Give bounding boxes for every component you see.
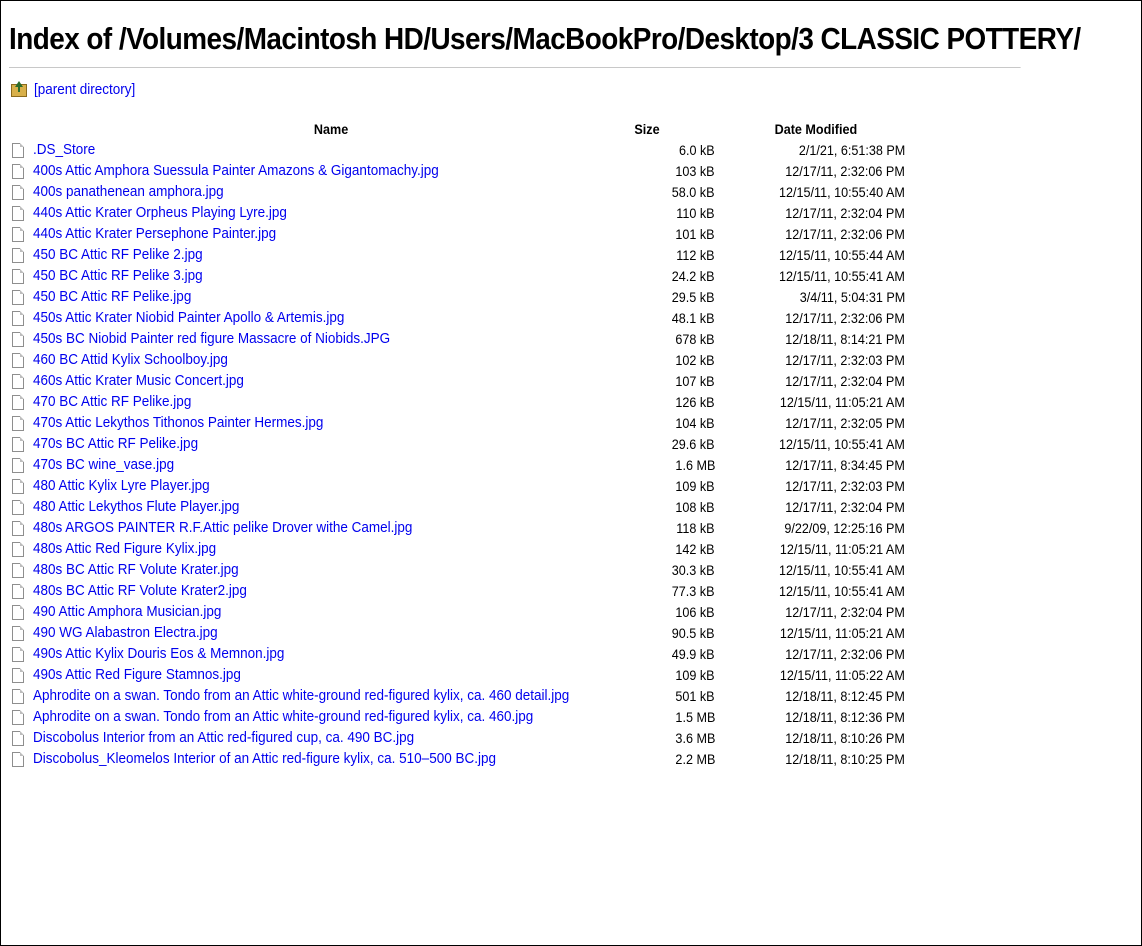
file-date-modified: 12/17/11, 2:32:04 PM: [785, 204, 905, 221]
file-size: 678 kB: [675, 330, 715, 347]
file-icon-cell: [9, 370, 33, 391]
file-date-modified: 12/15/11, 10:55:41 AM: [779, 435, 905, 452]
file-icon: [12, 353, 24, 368]
table-row: [9, 727, 905, 748]
parent-directory-link[interactable]: [parent directory]: [34, 80, 136, 98]
file-size: 142 kB: [675, 540, 715, 557]
file-icon: [12, 710, 24, 725]
file-size: 109 kB: [675, 477, 715, 494]
file-link[interactable]: Discobolus_Kleomelos Interior of an Attic red-figure kylix, ca. 510–500 BC.jpg: [33, 750, 496, 767]
table-row: [9, 685, 905, 706]
file-name-cell: [33, 517, 629, 538]
file-name-cell: [33, 664, 629, 685]
file-name-cell: [33, 349, 629, 370]
file-name-cell: [33, 202, 629, 223]
icon-column-header: [9, 118, 33, 139]
file-date-modified: 12/15/11, 11:05:22 AM: [779, 666, 905, 683]
table-row: [9, 517, 905, 538]
file-icon-cell: [9, 685, 33, 706]
file-icon: [12, 479, 24, 494]
file-icon-cell: [9, 160, 33, 181]
file-icon-cell: [9, 748, 33, 769]
file-icon-cell: [9, 328, 33, 349]
page-title: Index of /Volumes/Macintosh HD/Users/MacBookPro/Desktop/3 CLASSIC POTTERY/: [9, 21, 1021, 68]
file-link[interactable]: 480s ARGOS PAINTER R.F.Attic pelike Drover withe Camel.jpg: [33, 519, 413, 536]
file-link[interactable]: 480s Attic Red Figure Kylix.jpg: [33, 540, 217, 557]
file-icon-cell: [9, 559, 33, 580]
file-size: 112 kB: [676, 246, 715, 263]
file-icon: [12, 227, 24, 242]
file-date-modified: 12/17/11, 8:34:45 PM: [785, 456, 905, 473]
file-link[interactable]: 470s BC Attic RF Pelike.jpg: [33, 435, 199, 452]
file-name-cell: [33, 454, 629, 475]
file-link[interactable]: Aphrodite on a swan. Tondo from an Attic white-ground red-figured kylix, ca. 460 detail.jpg: [33, 687, 570, 704]
file-icon-cell: [9, 454, 33, 475]
file-date-modified: 12/17/11, 2:32:04 PM: [785, 498, 905, 515]
table-row: [9, 139, 905, 160]
file-link[interactable]: 400s Attic Amphora Suessula Painter Amazons & Gigantomachy.jpg: [33, 162, 439, 179]
file-icon: [12, 752, 24, 767]
table-row: [9, 265, 905, 286]
file-icon-cell: [9, 580, 33, 601]
file-icon-cell: [9, 412, 33, 433]
file-name-cell: [33, 601, 629, 622]
table-row: [9, 412, 905, 433]
file-link[interactable]: 490s Attic Red Figure Stamnos.jpg: [33, 666, 241, 683]
file-size: 48.1 kB: [672, 309, 715, 326]
file-date-modified: 12/15/11, 10:55:40 AM: [779, 183, 905, 200]
file-link[interactable]: 470s BC wine_vase.jpg: [33, 456, 175, 473]
table-row: [9, 748, 905, 769]
table-row: [9, 496, 905, 517]
file-icon: [12, 689, 24, 704]
file-date-modified: 12/18/11, 8:10:26 PM: [785, 729, 905, 746]
file-size: 103 kB: [675, 162, 715, 179]
table-row: [9, 601, 905, 622]
file-name-cell: [33, 706, 629, 727]
file-name-cell: [33, 244, 629, 265]
file-name-cell: [33, 328, 629, 349]
file-link[interactable]: 450s BC Niobid Painter red figure Massacre of Niobids.JPG: [33, 330, 391, 347]
file-size: 1.6 MB: [674, 456, 715, 473]
file-list: [9, 139, 905, 769]
file-size: 102 kB: [675, 351, 715, 368]
file-link[interactable]: 470 BC Attic RF Pelike.jpg: [33, 393, 192, 410]
file-date-modified: 12/17/11, 2:32:04 PM: [785, 372, 905, 389]
file-name-cell: [33, 433, 629, 454]
file-date-modified: 12/18/11, 8:12:45 PM: [785, 687, 905, 704]
file-icon: [12, 248, 24, 263]
file-date-modified: 12/17/11, 2:32:05 PM: [785, 414, 905, 431]
file-name-cell: [33, 160, 629, 181]
file-icon-cell: [9, 664, 33, 685]
file-icon-cell: [9, 265, 33, 286]
file-icon-cell: [9, 622, 33, 643]
file-icon: [12, 731, 24, 746]
file-date-modified: 12/17/11, 2:32:04 PM: [785, 603, 905, 620]
table-row: [9, 580, 905, 601]
file-icon: [12, 143, 24, 158]
table-row: [9, 307, 905, 328]
file-icon-cell: [9, 517, 33, 538]
table-row: [9, 328, 905, 349]
file-name-cell: [33, 286, 629, 307]
file-link[interactable]: 460s Attic Krater Music Concert.jpg: [33, 372, 244, 389]
file-link[interactable]: 450s Attic Krater Niobid Painter Apollo & Artemis.jpg: [33, 309, 345, 326]
file-name-cell: [33, 391, 629, 412]
file-icon: [12, 311, 24, 326]
table-row: [9, 286, 905, 307]
date-column-header[interactable]: Date Modified: [774, 120, 858, 137]
file-date-modified: 12/15/11, 10:55:41 AM: [779, 582, 905, 599]
file-date-modified: 12/17/11, 2:32:03 PM: [785, 477, 905, 494]
file-link[interactable]: Discobolus Interior from an Attic red-figured cup, ca. 490 BC.jpg: [33, 729, 415, 746]
file-icon: [12, 269, 24, 284]
file-size: 58.0 kB: [672, 183, 715, 200]
file-link[interactable]: 470s Attic Lekythos Tithonos Painter Hermes.jpg: [33, 414, 324, 431]
file-link[interactable]: 450 BC Attic RF Pelike 3.jpg: [33, 267, 203, 284]
table-header-row: [9, 118, 905, 139]
file-size: 90.5 kB: [672, 624, 715, 641]
table-row: [9, 433, 905, 454]
file-name-cell: [33, 265, 629, 286]
file-icon: [12, 437, 24, 452]
file-icon-cell: [9, 202, 33, 223]
file-date-modified: 12/15/11, 10:55:41 AM: [779, 561, 905, 578]
table-row: [9, 181, 905, 202]
size-column-header[interactable]: Size: [634, 120, 660, 137]
file-size: 3.6 MB: [674, 729, 715, 746]
file-date-modified: 12/18/11, 8:10:25 PM: [785, 750, 905, 767]
table-row: [9, 643, 905, 664]
file-size: 29.6 kB: [672, 435, 715, 452]
file-size: 30.3 kB: [672, 561, 715, 578]
file-size: 29.5 kB: [672, 288, 715, 305]
table-row: [9, 475, 905, 496]
file-icon: [12, 395, 24, 410]
file-icon: [12, 332, 24, 347]
file-size: 106 kB: [675, 603, 715, 620]
file-date-modified: 12/15/11, 11:05:21 AM: [779, 624, 905, 641]
file-icon: [12, 164, 24, 179]
file-date-modified: 12/17/11, 2:32:06 PM: [785, 225, 905, 242]
file-name-cell: [33, 307, 629, 328]
file-icon: [12, 290, 24, 305]
file-icon-cell: [9, 349, 33, 370]
file-size: 101 kB: [675, 225, 715, 242]
file-link[interactable]: 480s BC Attic RF Volute Krater2.jpg: [33, 582, 247, 599]
table-row: [9, 349, 905, 370]
name-column-header[interactable]: Name: [313, 120, 349, 137]
file-name-cell: [33, 370, 629, 391]
file-icon-cell: [9, 601, 33, 622]
file-icon-cell: [9, 391, 33, 412]
file-name-cell: [33, 223, 629, 244]
file-date-modified: 2/1/21, 6:51:38 PM: [798, 141, 905, 158]
file-icon-cell: [9, 706, 33, 727]
file-icon: [12, 647, 24, 662]
file-link[interactable]: 450 BC Attic RF Pelike.jpg: [33, 288, 192, 305]
file-name-cell: [33, 139, 629, 160]
file-date-modified: 9/22/09, 12:25:16 PM: [784, 519, 905, 536]
file-date-modified: 12/17/11, 2:32:06 PM: [785, 162, 905, 179]
file-name-cell: [33, 475, 629, 496]
table-row: [9, 223, 905, 244]
file-size: 110 kB: [676, 204, 715, 221]
file-icon-cell: [9, 538, 33, 559]
file-icon-cell: [9, 244, 33, 265]
file-size: 49.9 kB: [672, 645, 715, 662]
file-icon-cell: [9, 643, 33, 664]
file-size: 108 kB: [675, 498, 715, 515]
file-link[interactable]: 460 BC Attid Kylix Schoolboy.jpg: [33, 351, 228, 368]
file-name-cell: [33, 496, 629, 517]
file-link[interactable]: 480 Attic Lekythos Flute Player.jpg: [33, 498, 240, 515]
file-icon: [12, 458, 24, 473]
table-row: [9, 160, 905, 181]
file-size: 1.5 MB: [674, 708, 715, 725]
file-icon: [12, 626, 24, 641]
file-name-cell: [33, 559, 629, 580]
file-icon-cell: [9, 475, 33, 496]
table-row: [9, 244, 905, 265]
file-name-cell: [33, 412, 629, 433]
file-link[interactable]: 480 Attic Kylix Lyre Player.jpg: [33, 477, 210, 494]
file-link[interactable]: 490 WG Alabastron Electra.jpg: [33, 624, 218, 641]
file-link[interactable]: 480s BC Attic RF Volute Krater.jpg: [33, 561, 239, 578]
file-link[interactable]: 490 Attic Amphora Musician.jpg: [33, 603, 222, 620]
table-row: [9, 370, 905, 391]
file-date-modified: 3/4/11, 5:04:31 PM: [799, 288, 905, 305]
file-icon: [12, 542, 24, 557]
file-name-cell: [33, 685, 629, 706]
file-icon-cell: [9, 727, 33, 748]
file-name-cell: [33, 580, 629, 601]
file-icon: [12, 374, 24, 389]
file-icon: [12, 668, 24, 683]
file-name-cell: [33, 622, 629, 643]
table-row: [9, 559, 905, 580]
table-row: [9, 202, 905, 223]
file-link[interactable]: 440s Attic Krater Persephone Painter.jpg: [33, 225, 277, 242]
file-link[interactable]: .DS_Store: [33, 141, 96, 158]
file-date-modified: 12/15/11, 10:55:44 AM: [779, 246, 905, 263]
file-icon-cell: [9, 223, 33, 244]
file-icon: [12, 185, 24, 200]
file-icon: [12, 563, 24, 578]
file-icon: [12, 416, 24, 431]
file-link[interactable]: 440s Attic Krater Orpheus Playing Lyre.jpg: [33, 204, 287, 221]
file-date-modified: 12/15/11, 10:55:41 AM: [779, 267, 905, 284]
file-date-modified: 12/15/11, 11:05:21 AM: [779, 393, 905, 410]
file-icon: [12, 584, 24, 599]
file-icon: [12, 500, 24, 515]
file-date-modified: 12/18/11, 8:12:36 PM: [785, 708, 905, 725]
file-size: 107 kB: [675, 372, 715, 389]
file-name-cell: [33, 727, 629, 748]
file-link[interactable]: 400s panathenean amphora.jpg: [33, 183, 224, 200]
table-row: [9, 391, 905, 412]
page: [1, 21, 1141, 769]
file-link[interactable]: Aphrodite on a swan. Tondo from an Attic white-ground red-figured kylix, ca. 460.jpg: [33, 708, 534, 725]
file-icon: [12, 206, 24, 221]
table-row: [9, 538, 905, 559]
table-row: [9, 622, 905, 643]
file-date-modified: 12/18/11, 8:14:21 PM: [785, 330, 905, 347]
file-icon-cell: [9, 139, 33, 160]
file-date-modified: 12/15/11, 11:05:21 AM: [779, 540, 905, 557]
file-size: 2.2 MB: [674, 750, 715, 767]
file-size: 126 kB: [675, 393, 715, 410]
parent-directory-row: [9, 79, 1133, 99]
file-size: 24.2 kB: [672, 267, 715, 284]
file-table: [9, 118, 905, 769]
table-row: [9, 706, 905, 727]
table-row: [9, 664, 905, 685]
file-icon-cell: [9, 286, 33, 307]
file-date-modified: 12/17/11, 2:32:06 PM: [785, 309, 905, 326]
file-date-modified: 12/17/11, 2:32:03 PM: [785, 351, 905, 368]
file-icon: [12, 605, 24, 620]
folder-up-icon[interactable]: [11, 81, 26, 97]
file-size: 6.0 kB: [679, 141, 715, 158]
file-icon-cell: [9, 307, 33, 328]
file-date-modified: 12/17/11, 2:32:06 PM: [785, 645, 905, 662]
file-icon-cell: [9, 181, 33, 202]
table-row: [9, 454, 905, 475]
file-icon: [12, 521, 24, 536]
file-icon-cell: [9, 496, 33, 517]
file-size: 77.3 kB: [672, 582, 715, 599]
file-link[interactable]: 450 BC Attic RF Pelike 2.jpg: [33, 246, 203, 263]
file-link[interactable]: 490s Attic Kylix Douris Eos & Memnon.jpg: [33, 645, 285, 662]
file-icon-cell: [9, 433, 33, 454]
file-name-cell: [33, 181, 629, 202]
file-name-cell: [33, 748, 629, 769]
file-size: 501 kB: [675, 687, 715, 704]
file-size: 104 kB: [675, 414, 715, 431]
file-name-cell: [33, 538, 629, 559]
file-name-cell: [33, 643, 629, 664]
file-size: 118 kB: [676, 519, 715, 536]
file-size: 109 kB: [675, 666, 715, 683]
